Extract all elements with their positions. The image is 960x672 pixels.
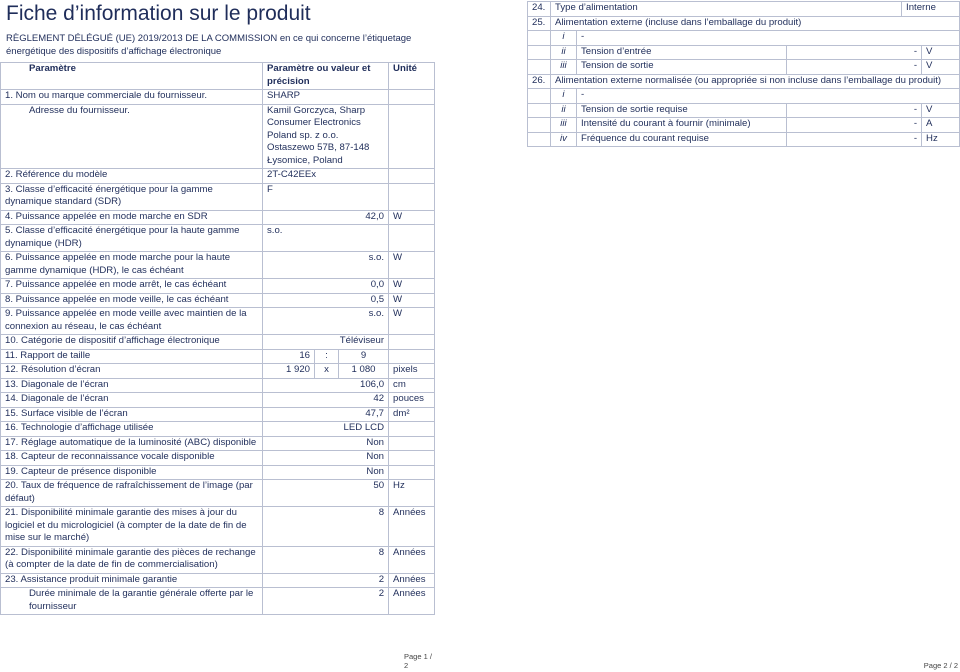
product-info-table	[0, 62, 435, 615]
table-row: 17. Réglage automatique de la luminosité (ABC) disponible Non	[1, 436, 435, 451]
table-row: iii Intensité du courant à fournir (minimale) - A	[528, 118, 960, 133]
power-supply-table	[527, 1, 960, 147]
document-title: Fiche d’information sur le produit	[6, 2, 311, 25]
table-row: ii Tension d’entrée - V	[528, 45, 960, 60]
table-row: 8. Puissance appelée en mode veille, le cas échéant 0,5 W	[1, 293, 435, 308]
model-reference: 2T-C42EEx	[263, 169, 389, 184]
table-row: 11. Rapport de taille 16 : 9	[1, 349, 435, 364]
header-unit: Unité	[389, 63, 435, 90]
table-row: 19. Capteur de présence disponible Non	[1, 465, 435, 480]
page-1	[0, 0, 436, 672]
table-row: 25. Alimentation externe (incluse dans l’emballage du produit)	[528, 16, 960, 31]
table-row: 1. Nom ou marque commerciale du fournisseur. SHARP	[1, 90, 435, 105]
table-row: 3. Classe d’efficacité énergétique pour la gamme dynamique standard (SDR) F	[1, 183, 435, 210]
table-row: 2. Référence du modèle 2T-C42EEx	[1, 169, 435, 184]
table-row: Durée minimale de la garantie générale offerte par le fournisseur 2 Années	[1, 588, 435, 615]
regulation-subtitle: RÈGLEMENT DÉLÉGUÉ (UE) 2019/2013 DE LA COMMISSION en ce qui concerne l’étiquetage énergétique des dispositifs d’affichage électronique	[6, 33, 412, 57]
table-row: 22. Disponibilité minimale garantie des pièces de rechange (à compter de la date de fin de commercialisation) 8 Années	[1, 546, 435, 573]
table-row: 18. Capteur de reconnaissance vocale disponible Non	[1, 451, 435, 466]
table-row: 7. Puissance appelée en mode arrêt, le cas échéant 0,0 W	[1, 279, 435, 294]
table-row: 10. Catégorie de dispositif d’affichage électronique Téléviseur	[1, 335, 435, 350]
table-row: ii Tension de sortie requise - V	[528, 103, 960, 118]
page-2	[480, 0, 960, 672]
page-number: Page 2 / 2	[923, 661, 958, 670]
table-row: iv Fréquence du courant requise - Hz	[528, 132, 960, 147]
table-row: 20. Taux de fréquence de rafraîchissement de l’image (par défaut) 50 Hz	[1, 480, 435, 507]
table-row: i -	[528, 31, 960, 46]
table-row: 23. Assistance produit minimale garantie 2 Années	[1, 573, 435, 588]
table-row: i -	[528, 89, 960, 104]
table-row: 5. Classe d’efficacité énergétique pour la haute gamme dynamique (HDR) s.o.	[1, 225, 435, 252]
table-row: iii Tension de sortie - V	[528, 60, 960, 75]
table-row: 16. Technologie d’affichage utilisée LED LCD	[1, 422, 435, 437]
table-row: Adresse du fournisseur. Kamil Gorczyca, Sharp Consumer Electronics Poland sp. z o.o. Ostaszewo 57B, 87-148 Łysomice, Poland	[1, 104, 435, 169]
table-row: 14. Diagonale de l’écran 42 pouces	[1, 393, 435, 408]
table-row: 9. Puissance appelée en mode veille avec maintien de la connexion au réseau, le cas échéant s.o. W	[1, 308, 435, 335]
table-row: 24. Type d’alimentation Interne	[528, 2, 960, 17]
table-row: 26. Alimentation externe normalisée (ou appropriée si non incluse dans l’emballage du produit)	[528, 74, 960, 89]
header-parameter: Paramètre	[1, 63, 263, 90]
table-row: 6. Puissance appelée en mode marche pour la haute gamme dynamique (HDR), le cas échéant s.o. W	[1, 252, 435, 279]
header-value: Paramètre ou valeur et précision	[263, 63, 389, 90]
table-row: 4. Puissance appelée en mode marche en SDR 42,0 W	[1, 210, 435, 225]
table-row: 13. Diagonale de l’écran 106,0 cm	[1, 378, 435, 393]
supplier-address: Kamil Gorczyca, Sharp Consumer Electronics Poland sp. z o.o. Ostaszewo 57B, 87-148 Łysomice, Poland	[263, 104, 389, 169]
table-row: 21. Disponibilité minimale garantie des mises à jour du logiciel et du micrologiciel (à compter de la date de fin de mise sur le marché) 8 Années	[1, 507, 435, 547]
table-row: 15. Surface visible de l’écran 47,7 dm²	[1, 407, 435, 422]
table-header-row	[1, 63, 435, 90]
table-row: 12. Résolution d’écran 1 920 x 1 080 pixels	[1, 364, 435, 379]
page-number: Page 1 / 2	[404, 652, 432, 670]
